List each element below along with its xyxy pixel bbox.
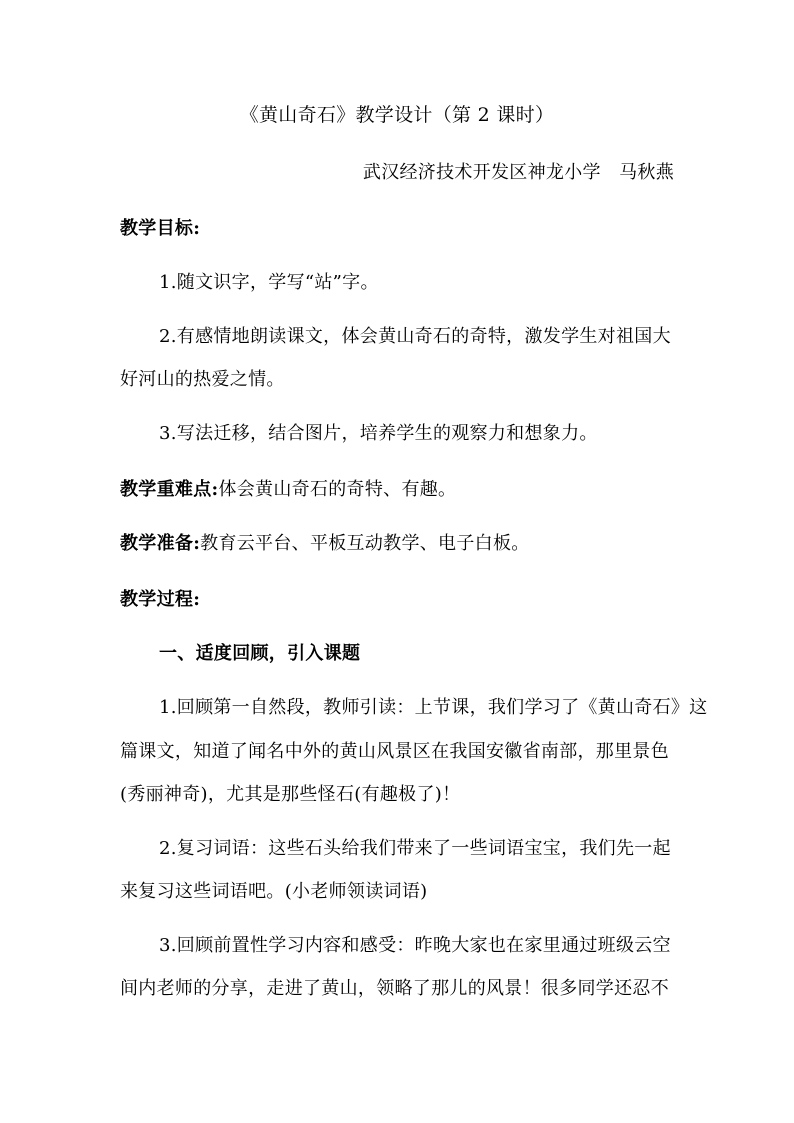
objective-1: 1.随文识字，学写“站”字。 [159,272,379,293]
process-heading: 教学过程: [120,589,201,610]
step-2-line-1: 2.复习词语：这些石头给我们带来了一些词语宝宝，我们先一起 [159,838,671,859]
preparation-line [120,533,530,555]
author-line: 武汉经济技术开发区神龙小学 马秋燕 [362,162,674,183]
key-points-line [120,479,456,501]
key-points-label: 教学重难点: [120,479,219,500]
step-3-line-1: 3.回顾前置性学习内容和感受：昨晚大家也在家里通过班级云空 [159,935,671,956]
objective-3: 3.写法迁移，结合图片，培养学生的观察力和想象力。 [159,423,598,444]
step-1-line-2: 篇课文，知道了闻名中外的黄山风景区在我国安徽省南部，那里景色 [120,741,669,762]
objective-2-line-2: 好河山的热爱之情。 [120,369,285,390]
preparation-label: 教学准备: [120,533,201,554]
step-3-line-2: 间内老师的分享，走进了黄山，领略了那儿的风景！很多同学还忍不 [120,978,669,999]
step-1-line-1: 1.回顾第一自然段，教师引读：上节课，我们学习了《黄山奇石》这 [159,697,708,718]
step-2-line-2: 来复习这些词语吧。(小老师领读词语) [120,881,428,902]
section-1-heading: 一、适度回顾，引入课题 [159,643,361,664]
preparation-text: 教育云平台、平板互动教学、电子白板。 [200,533,530,554]
step-1-line-3: (秀丽神奇)，尤其是那些怪石(有趣极了)！ [120,784,461,805]
document-title: 《黄山奇石》教学设计（第 2 课时） [239,104,555,126]
objectives-heading: 教学目标: [120,218,201,239]
key-points-text: 体会黄山奇石的奇特、有趣。 [218,479,457,500]
objective-2-line-1: 2.有感情地朗读课文，体会黄山奇石的奇特，激发学生对祖国大 [159,326,671,347]
